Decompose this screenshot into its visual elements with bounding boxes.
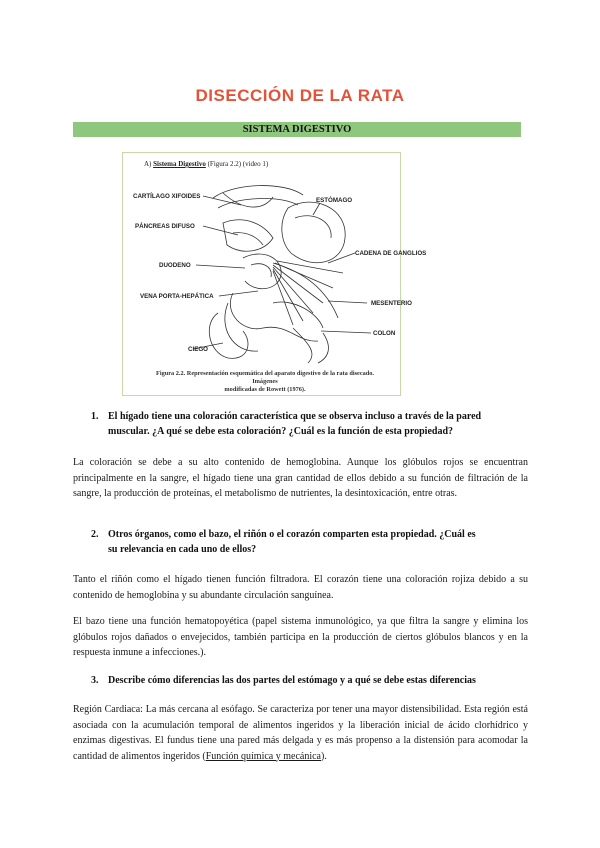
question-text-line: Describe cómo diferencias las dos partes del estómago y a qué se debe estas diferencias — [108, 675, 476, 686]
figure-caption — [151, 370, 379, 394]
label-cartilago: CARTÍLAGO XIFOIDES — [133, 193, 201, 200]
figure-header-title: Sistema Digestivo — [153, 160, 206, 168]
label-vena-porta: VENA PORTA-HEPÁTICA — [140, 293, 214, 300]
label-cadena-ganglios: CADENA DE GANGLIOS — [355, 250, 427, 257]
label-duodeno: DUODENO — [159, 262, 191, 269]
question-number: 1. — [91, 411, 99, 422]
label-colon: COLON — [373, 330, 396, 337]
label-estomago: ESTÓMAGO — [316, 197, 353, 204]
label-mesenterio: MESENTERIO — [371, 300, 412, 307]
label-ciego: CIEGO — [188, 346, 208, 353]
page-title: DISECCIÓN DE LA RATA — [195, 86, 405, 105]
figure-header-rest: (Figura 2.2) (video 1) — [207, 160, 269, 168]
answer-1: La coloración se debe a su alto contenido de hemoglobina. Aunque los glóbulos rojos se encuentran principalmente en la sangre, el hígado tiene una gran cantidad de ellos debido a su función de filtración de la sangre, la producción de proteínas, el metabolismo de nutrientes, la desintoxicación, entre otras. — [73, 457, 528, 499]
answer-3-text: Región Cardiaca: La más cercana al esófago. Se caracteriza por tener una mayor distensibilidad. Esta región está asociada con la acumulación temporal de alimentos ingeridos y la liberación inicial de ácido clorhídrico y enzimas digestivas. El fundus tiene una pared más delgada y es más propenso a la distensión para acomodar la cantidad de alimentos ingeridos ( — [73, 704, 528, 762]
figure-header-label: A) — [144, 160, 152, 168]
answer-3 — [73, 702, 528, 764]
question-text-line: su relevancia en cada uno de ellos? — [108, 543, 257, 555]
answer-3-end: ). — [321, 750, 327, 762]
question-text-line: El hígado tiene una coloración característica que se observa incluso a través de la pared — [108, 411, 482, 422]
question-3 — [91, 674, 533, 689]
question-1 — [91, 410, 533, 439]
question-text-line: Otros órganos, como el bazo, el riñón o el corazón comparten esta propiedad. ¿Cuál es — [108, 529, 476, 540]
question-text-line: muscular. ¿A qué se debe esta coloración? ¿Cuál es la función de esta propiedad? — [108, 425, 454, 437]
figure — [122, 152, 427, 396]
digestive-diagram-illustration — [123, 153, 400, 395]
question-number: 3. — [91, 675, 99, 686]
function-link[interactable]: Función química y mecánica — [205, 750, 321, 762]
answer-2-paragraph-2: El bazo tiene una función hematopoyética (papel sistema inmunológico, ya que filtra la sangre y elimina los glóbulos rojos dañados o envejecidos, también participa en la producción de ciertos glóbulos blancos y en la respuesta inmune a infecciones.). — [73, 616, 528, 658]
answer-2-paragraph-1: Tanto el riñón como el hígado tienen función filtradora. El corazón tiene una coloración rojiza debido a su contenido de hemoglobina y su abundante circulación sanguínea. — [73, 574, 528, 601]
question-2 — [91, 528, 533, 557]
figure-header — [144, 160, 268, 168]
label-pancreas: PÁNCREAS DIFUSO — [135, 223, 195, 230]
section-heading: SISTEMA DIGESTIVO — [73, 122, 521, 137]
caption-line-2: modificadas de Rowett (1976). — [224, 386, 306, 393]
question-number: 2. — [91, 529, 99, 540]
caption-line-1: Figura 2.2. Representación esquemática del aparato digestivo de la rata disecado. Imágenes — [156, 370, 374, 385]
